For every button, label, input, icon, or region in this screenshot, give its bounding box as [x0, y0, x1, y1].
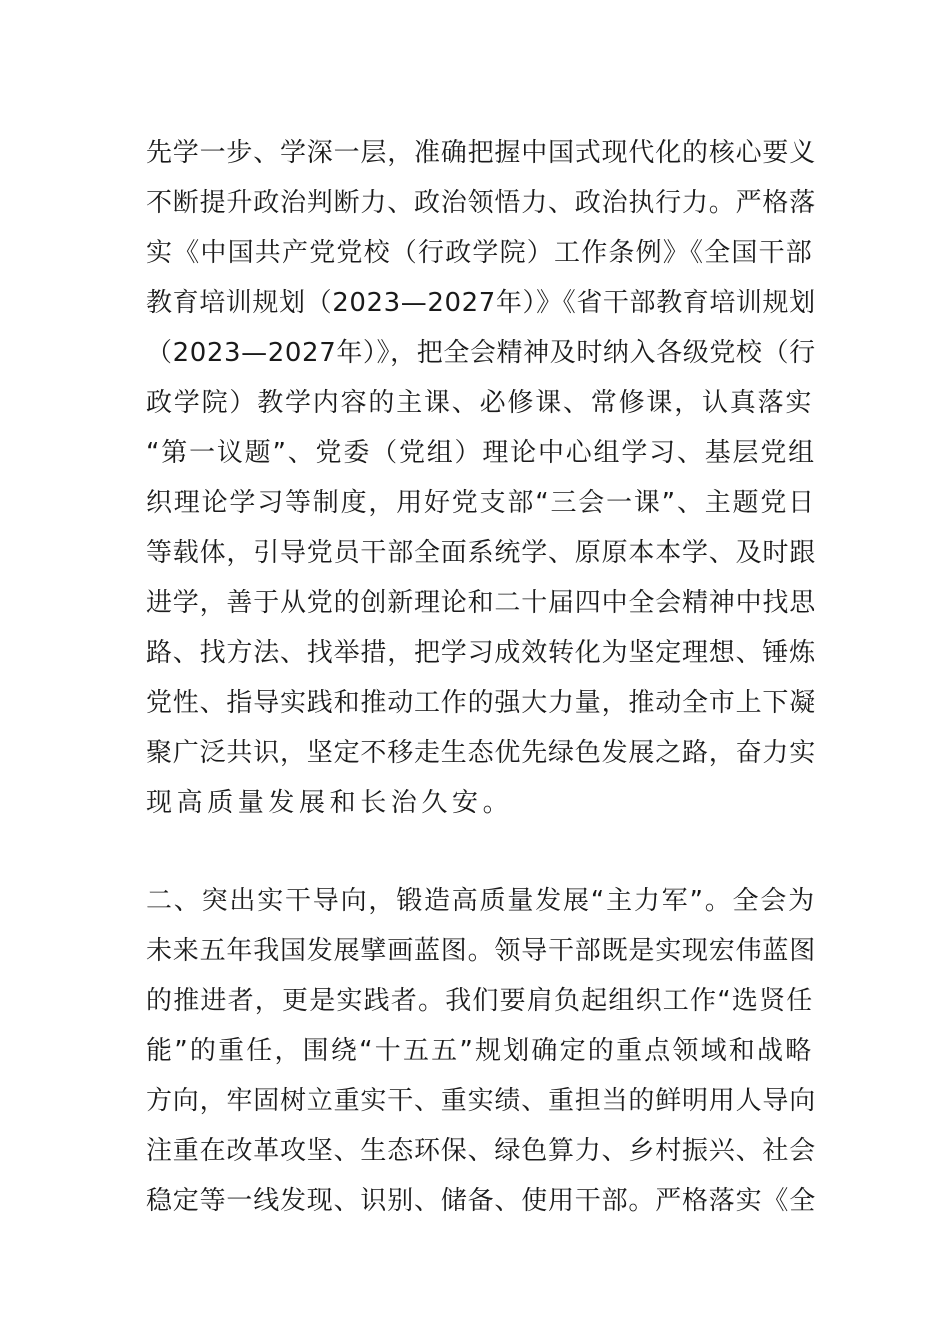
- text-line: “第一议题”、党委（党组）理论中心组学习、基层党组: [146, 438, 816, 468]
- text-line: 先学一步、学深一层，准确把握中国式现代化的核心要义: [146, 138, 817, 168]
- text-line: 进学，善于从党的创新理论和二十届四中全会精神中找思: [146, 588, 817, 618]
- text-line: 注重在改革攻坚、生态环保、绿色算力、乡村振兴、社会: [146, 1136, 817, 1166]
- text-line: 现高质量发展和长治久安。: [146, 788, 514, 818]
- text-line: 实《中国共产党党校（行政学院）工作条例》《全国干部: [146, 238, 814, 268]
- text-line: 等载体，引导党员干部全面系统学、原原本本学、及时跟: [146, 538, 817, 568]
- text-line: 路、找方法、找举措，把学习成效转化为坚定理想、锤炼: [146, 638, 817, 668]
- text-line: 未来五年我国发展擘画蓝图。领导干部既是实现宏伟蓝图: [146, 936, 817, 966]
- text-line: 的推进者，更是实践者。我们要肩负起组织工作“选贤任: [146, 986, 814, 1016]
- text-line: 党性、指导实践和推动工作的强大力量，推动全市上下凝: [146, 688, 817, 718]
- text-line: （2023—2027年）》，把全会精神及时纳入各级党校（行: [146, 338, 816, 368]
- text-line: 织理论学习等制度，用好党支部“三会一课”、主题党日: [146, 488, 816, 518]
- text-line: 政学院）教学内容的主课、必修课、常修课，认真落实: [146, 388, 814, 418]
- text-line: 方向，牢固树立重实干、重实绩、重担当的鲜明用人导向: [146, 1086, 817, 1116]
- text-line: 不断提升政治判断力、政治领悟力、政治执行力。严格落: [146, 188, 817, 218]
- text-line: 能”的重任，围绕“十五五”规划确定的重点领域和战略: [146, 1036, 814, 1066]
- section-heading-line: 二、突出实干导向，锻造高质量发展“主力军”。全会为: [146, 886, 816, 916]
- text-line: 聚广泛共识，坚定不移走生态优先绿色发展之路，奋力实: [146, 738, 817, 768]
- text-line: 稳定等一线发现、识别、储备、使用干部。严格落实《全: [146, 1186, 817, 1216]
- text-line: 教育培训规划（2023—2027年）》《省干部教育培训规划: [146, 288, 816, 318]
